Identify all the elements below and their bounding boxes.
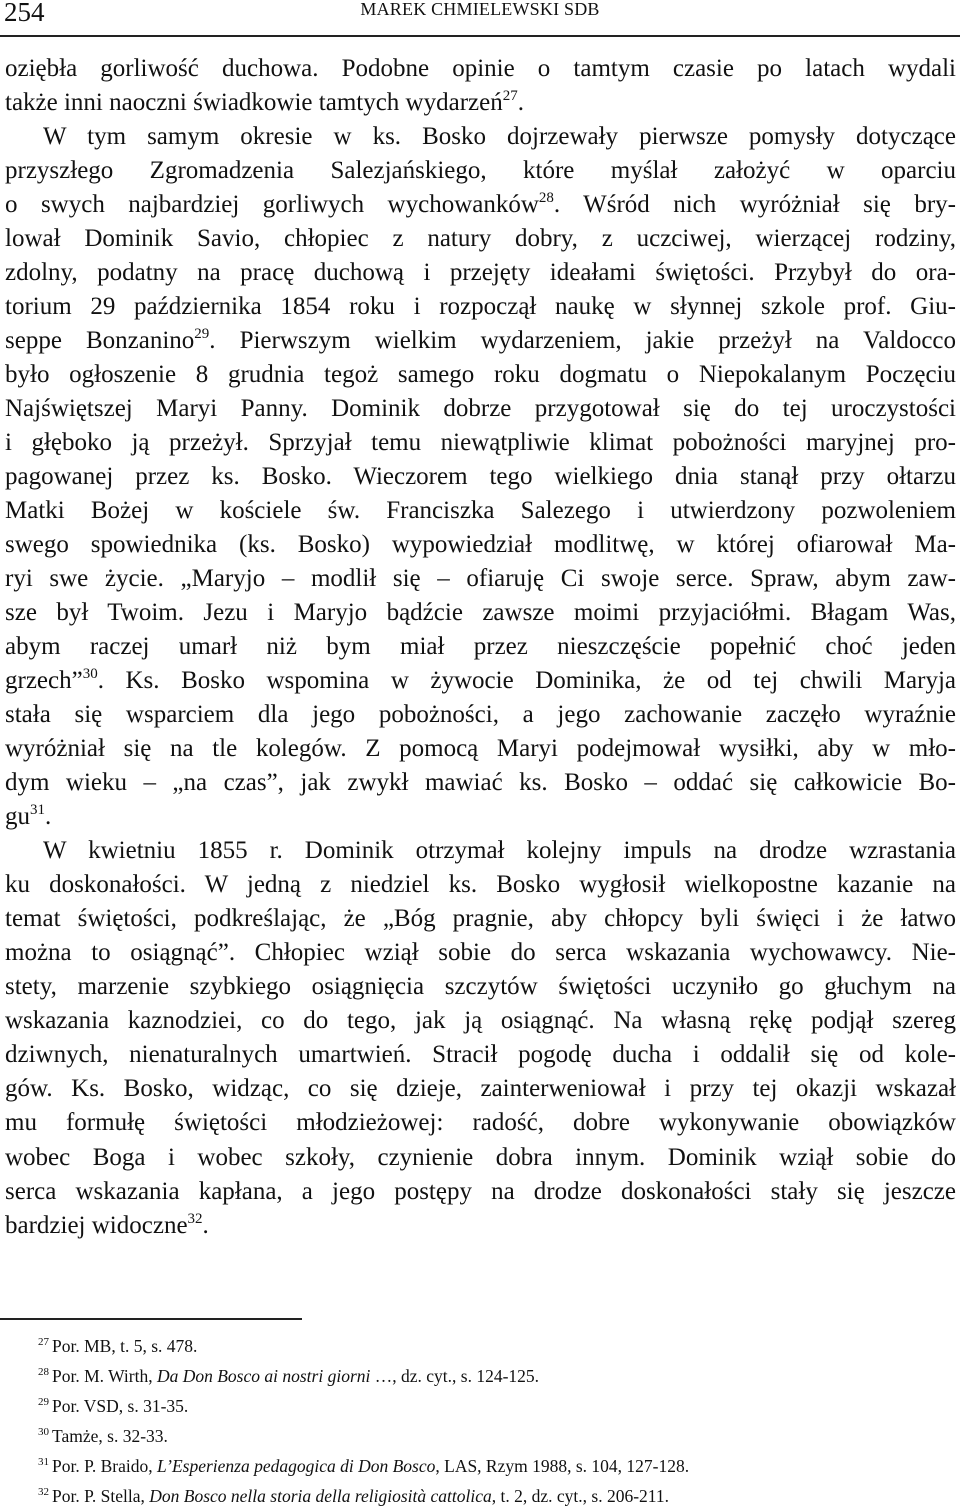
- text-run: Tamże, s. 32-33.: [52, 1426, 168, 1446]
- text-run: bardziej widoczne: [5, 1211, 188, 1239]
- footnote-ref: 29: [194, 326, 210, 343]
- text-line: [5, 970, 956, 1004]
- text-run: wobec Boga i wobec szkoły, czynienie dobra innym. Dominik wziął sobie do: [5, 1143, 956, 1171]
- text-run: Por. M. Wirth,: [52, 1366, 157, 1386]
- footnote-ref: 27: [38, 1336, 49, 1348]
- text-line: [5, 596, 956, 630]
- italic-title: Don Bosco nella storia della religiosità cattolica: [149, 1486, 492, 1506]
- text-line: [5, 460, 956, 494]
- text-line: [5, 800, 956, 834]
- text-line: [5, 290, 956, 324]
- paragraph: [5, 52, 956, 120]
- text-run: Por. P. Braido,: [52, 1456, 158, 1476]
- footnote-separator: [0, 1318, 302, 1320]
- text-run: sze był Twoim. Jezu i Maryjo bądźcie zawsze moimi przyjaciółmi. Błagam Was,: [5, 599, 956, 627]
- body-text: [5, 52, 956, 1243]
- text-line: [5, 1175, 956, 1209]
- paragraph: [5, 120, 956, 834]
- text-line: [5, 52, 956, 86]
- text-line: [5, 426, 956, 460]
- text-run: dym wieku – „na czas”, jak zwykł mawiać ks. Bosko – oddać się całkowicie Bo-: [5, 769, 956, 797]
- text-line: [5, 86, 956, 120]
- text-line: [5, 392, 956, 426]
- header-rule: [0, 35, 960, 37]
- text-run: W kwietniu 1855 r. Dominik otrzymał kolejny impuls na drodze wzrastania: [43, 837, 956, 865]
- footnote: [38, 1451, 689, 1481]
- text-run: …, dz. cyt., s. 124-125.: [370, 1366, 540, 1386]
- text-line: [5, 358, 956, 392]
- italic-title: L’Esperienza pedagogica di Don Bosco: [157, 1456, 436, 1476]
- text-run: stała się wsparciem dla jego pobożności, a jego zachowanie zaczęło wyraźnie: [5, 701, 956, 729]
- footnote-ref: 32: [187, 1210, 203, 1227]
- text-run: i głęboko ją przeżył. Sprzyjał temu niewątpliwie klimat pobożności maryjnej pro-: [5, 429, 956, 457]
- text-run: abym raczej umarł niż bym miał przez nieszczęście popełnić choć jeden: [5, 633, 956, 661]
- text-line: [5, 256, 956, 290]
- footnote-ref: 32: [38, 1486, 49, 1498]
- text-line: [5, 222, 956, 256]
- text-run: ryi swe życie. „Maryjo – modlił się – ofiaruję Ci swoje serce. Spraw, abym zaw-: [5, 565, 956, 593]
- text-line: [5, 1072, 956, 1106]
- text-run: oziębła gorliwość duchowa. Podobne opinie o tamtym czasie po latach wydali: [5, 55, 956, 82]
- text-run: było ogłoszenie 8 grudnia tegoż samego roku dogmatu o Niepokalanym Poczęciu: [5, 361, 956, 389]
- text-run: , LAS, Rzym 1988, s. 104, 127-128.: [435, 1456, 690, 1476]
- text-run: Por. P. Stella,: [52, 1486, 150, 1506]
- footnote-ref: 31: [38, 1456, 49, 1468]
- text-line: [5, 1038, 956, 1072]
- text-line: [5, 1141, 956, 1175]
- text-run: stety, marzenie szybkiego osiągnięcia szczytów świętości uczyniło go głuchym na: [5, 973, 956, 1001]
- footnote: [38, 1331, 689, 1361]
- text-run: przyszłego Zgromadzenia Salezjańskiego, które myślał założyć w oparciu: [5, 157, 956, 185]
- text-run: grzech”: [5, 667, 83, 695]
- text-line: [5, 1004, 956, 1038]
- text-run: seppe Bonzanino: [5, 327, 195, 355]
- text-run: W tym samym okresie w ks. Bosko dojrzewały pierwsze pomysły dotyczące: [43, 123, 956, 151]
- footnote: [38, 1361, 689, 1391]
- text-run: dziwnych, nienaturalnych umartwień. Stracił pogodę ducha i oddalił się od kole-: [5, 1041, 956, 1069]
- text-run: torium 29 października 1854 roku i rozpoczął naukę w słynnej szkole prof. Giu-: [5, 293, 956, 321]
- footnote: [38, 1391, 689, 1421]
- text-run: ku doskonałości. W jedną z niedziel ks. Bosko wygłosił wielkopostne kazanie na: [5, 871, 956, 899]
- footnote-ref: 27: [502, 88, 518, 105]
- paragraph: [5, 834, 956, 1242]
- footnote-ref: 28: [38, 1366, 49, 1378]
- text-run: swego spowiednika (ks. Bosko) wypowiedział modlitwę, w której ofiarował Ma-: [5, 531, 956, 559]
- text-run: . Ks. Bosko wspomina w żywocie Dominika, że od tej chwili Maryja: [97, 667, 956, 695]
- italic-title: Da Don Bosco ai nostri giorni: [156, 1366, 371, 1386]
- text-run: mu formułę świętości młodzieżowej: radość, dobre wykonywanie obowiązków: [5, 1109, 956, 1137]
- footnote-ref: 30: [38, 1426, 49, 1438]
- text-run: Najświętszej Maryi Panny. Dominik dobrze przygotował się do tej uroczystości: [5, 395, 956, 423]
- text-run: temat świętości, podkreślając, że „Bóg pragnie, aby chłopcy byli święci i że łatwo: [5, 905, 956, 933]
- text-line: [5, 188, 956, 222]
- text-run: wskazania kaznodziei, co do tego, jak ją osiągnąć. Na własną rękę podjął szereg: [5, 1007, 956, 1035]
- text-run: gu: [5, 803, 30, 831]
- text-run: gów. Ks. Bosko, widząc, co się dzieje, zainterweniował i przy tej okazji wskazał: [5, 1075, 956, 1103]
- footnote: [38, 1481, 689, 1511]
- text-run: Matki Bożej w kościele św. Franciszka Salezego i utwierdzony pozwoleniem: [5, 497, 956, 525]
- text-run: Por. MB, t. 5, s. 478.: [52, 1336, 198, 1356]
- text-run: . Pierwszym wielkim wydarzeniem, jakie przeżył na Valdocco: [209, 327, 957, 355]
- footnote-ref: 30: [82, 666, 98, 683]
- text-run: Por. VSD, s. 31-35.: [52, 1396, 189, 1416]
- text-run: zdolny, podatny na pracę duchową i przejęty ideałami świętości. Przybył do ora-: [5, 259, 956, 287]
- text-run: .: [202, 1211, 209, 1239]
- text-line: [5, 494, 956, 528]
- text-line: [5, 1106, 956, 1140]
- text-run: .: [517, 89, 524, 117]
- text-run: .: [45, 803, 52, 831]
- text-run: można to osiągnąć”. Chłopiec wziął sobie do serca wskazania wychowawcy. Nie-: [5, 939, 956, 967]
- footnote-ref: 28: [538, 190, 554, 207]
- text-run: , t. 2, dz. cyt., s. 206-211.: [491, 1486, 670, 1506]
- text-run: wyróżniał się na tle kolegów. Z pomocą Maryi podejmował wysiłki, aby w mło-: [5, 735, 956, 763]
- text-line: [5, 766, 956, 800]
- text-line: [5, 902, 956, 936]
- text-line: [5, 664, 956, 698]
- text-run: także inni naoczni świadkowie tamtych wydarzeń: [5, 89, 503, 117]
- text-line: [5, 120, 956, 154]
- text-run: lował Dominik Savio, chłopiec z natury dobry, z uczciwej, wierzącej rodziny,: [5, 225, 956, 253]
- text-line: [5, 936, 956, 970]
- text-run: o swych najbardziej gorliwych wychowanków: [5, 191, 539, 219]
- text-line: [5, 528, 956, 562]
- text-line: [5, 154, 956, 188]
- text-line: [5, 562, 956, 596]
- text-line: [5, 834, 956, 868]
- footnote: [38, 1421, 689, 1451]
- text-line: [5, 1209, 956, 1243]
- page-number: 254: [4, 0, 45, 27]
- text-run: . Wśród nich wyróżniał się bry-: [553, 191, 956, 219]
- footnotes: [38, 1331, 689, 1511]
- footnote-ref: 29: [38, 1396, 49, 1408]
- text-line: [5, 630, 956, 664]
- footnote-ref: 31: [30, 802, 45, 819]
- text-run: pagowanej przez ks. Bosko. Wieczorem tego wielkiego dnia stanął przy ołtarzu: [5, 463, 956, 491]
- text-line: [5, 324, 956, 358]
- text-line: [5, 868, 956, 902]
- text-run: serca wskazania kapłana, a jego postępy na drodze doskonałości stały się jeszcze: [5, 1177, 956, 1205]
- running-title: MAREK CHMIELEWSKI SDB: [360, 0, 600, 19]
- text-line: [5, 698, 956, 732]
- text-line: [5, 732, 956, 766]
